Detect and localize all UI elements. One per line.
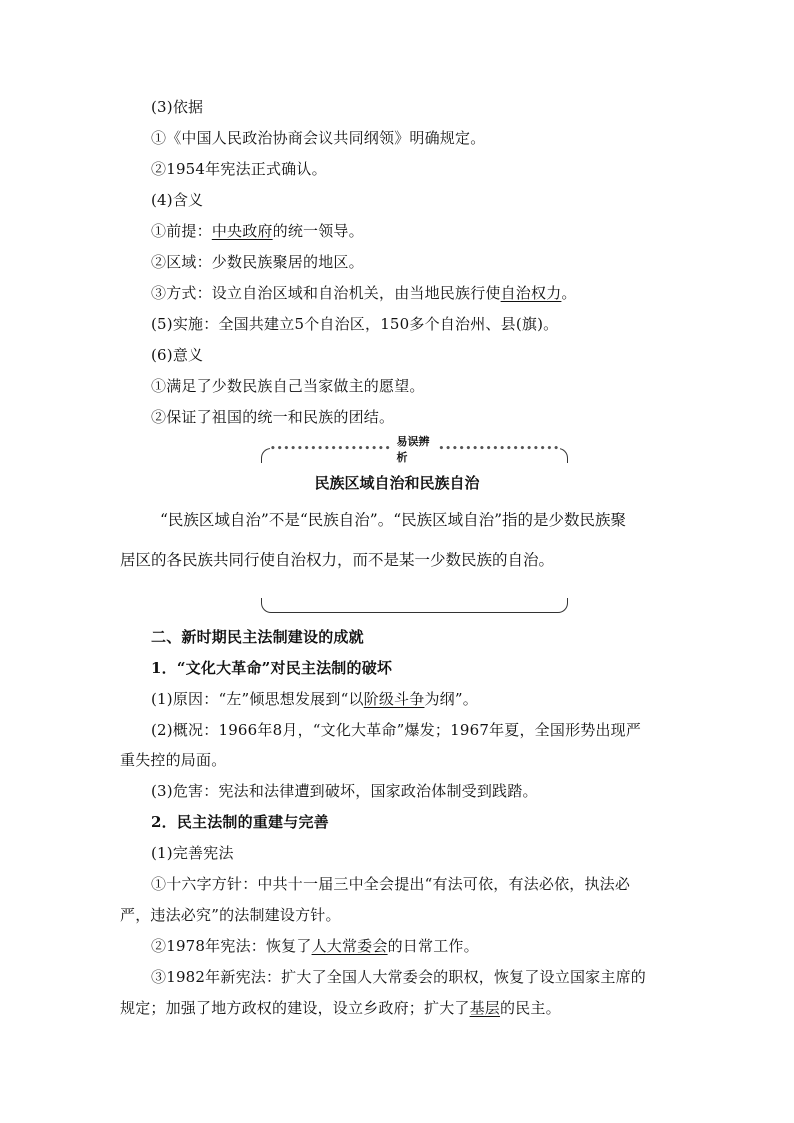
underlined-term: 基层 (469, 999, 501, 1017)
underlined-term: 人大常委会 (311, 937, 388, 955)
implementation: (5)实施：全国共建立5个自治区，150多个自治州、县(旗)。 (151, 315, 559, 333)
constitution-1982-line-2: 规定；加强了地方政权的建设，设立乡政府；扩大了基层的民主。 (120, 999, 561, 1017)
box-title: 民族区域自治和民族自治 (314, 474, 480, 492)
section-heading: 二、新时期民主法制建设的成就 (151, 628, 364, 646)
significance-item-2: ②保证了祖国的统一和民族的团结。 (151, 408, 395, 426)
overview-line-1: (2)概况：1966年8月，“文化大革命”爆发；1967年夏，全国形势出现严 (151, 721, 642, 739)
basis-item-2: ②1954年宪法正式确认。 (151, 160, 327, 178)
subsection-1-heading: 1．“文化大革命”对民主法制的破坏 (151, 659, 393, 677)
underlined-term: 阶级斗争 (363, 690, 425, 708)
sixteen-char-line-1: ①十六字方针：中共十一届三中全会提出“有法可依，有法必依，执法必 (151, 875, 631, 893)
meaning-premise: ①前提：中央政府的统一领导。 (151, 222, 364, 240)
significance-item-1: ①满足了少数民族自己当家做主的愿望。 (151, 377, 425, 395)
underlined-term: 中央政府 (211, 222, 273, 240)
improve-constitution: (1)完善宪法 (151, 844, 234, 862)
overview-line-2: 重失控的局面。 (120, 751, 227, 769)
sixteen-char-line-2: 严，违法必究”的法制建设方针。 (120, 906, 341, 924)
box-label: •••••••••••••••••• 易误辨析 •••••••••••••••••• (270, 435, 560, 464)
dots-left: •••••••••••••••••• (270, 444, 392, 454)
underlined-term: 自治权力 (500, 284, 562, 302)
heading-basis: (3)依据 (151, 98, 204, 116)
basis-item-1: ①《中国人民政治协商会议共同纲领》明确规定。 (151, 129, 486, 147)
box-text-line-1: “民族区域自治”不是“民族自治”。“民族区域自治”指的是少数民族聚 (160, 511, 627, 529)
heading-significance: (6)意义 (151, 346, 204, 364)
dots-right: •••••••••••••••••• (438, 444, 560, 454)
meaning-region: ②区域：少数民族聚居的地区。 (151, 253, 364, 271)
heading-meaning: (4)含义 (151, 191, 204, 209)
constitution-1982-line-1: ③1982年新宪法：扩大了全国人大常委会的职权，恢复了设立国家主席的 (151, 968, 646, 986)
cause: (1)原因：“左”倾思想发展到“以阶级斗争为纲”。 (151, 690, 478, 708)
subsection-2-heading: 2．民主法制的重建与完善 (151, 813, 329, 831)
constitution-1978: ②1978年宪法：恢复了人大常委会的日常工作。 (151, 937, 479, 955)
harm: (3)危害：宪法和法律遭到破坏，国家政治体制受到践踏。 (151, 782, 538, 800)
meaning-method: ③方式：设立自治区域和自治机关，由当地民族行使自治权力。 (151, 284, 577, 302)
box-text-line-2: 居区的各民族共同行使自治权力，而不是某一少数民族的自治。 (120, 551, 555, 569)
box-bottom-border (261, 598, 568, 613)
